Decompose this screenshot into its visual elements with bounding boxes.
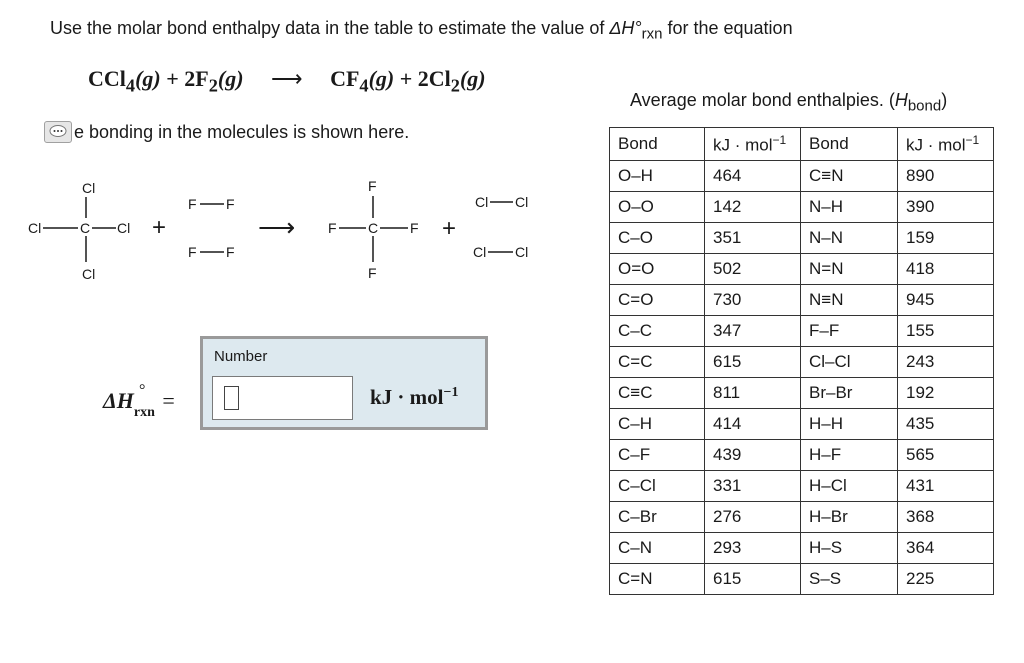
bond-cell: F–F [801,316,898,347]
bond-cell: C–O [610,223,705,254]
subscript: 4 [125,75,136,96]
table-row [610,471,994,502]
plus-sign: + [166,66,179,91]
bond-cell: O–H [610,161,705,192]
enthalpy-cell: 192 [898,378,994,409]
atom-label: Cl [28,220,42,236]
f2-structures [188,196,235,260]
header-superscript: −1 [965,132,980,147]
plus-sign: + [442,215,457,242]
table-row [610,440,994,471]
enthalpy-cell: 414 [705,409,801,440]
table-row [610,347,994,378]
atom-label: F [188,244,197,260]
enthalpy-cell: 431 [898,471,994,502]
caption-end: ) [941,90,948,110]
speech-bubble-icon[interactable] [44,121,72,143]
column-header [705,128,801,161]
atom-label: F [226,196,235,212]
phase: (g) [217,66,244,91]
enthalpy-cell: 435 [898,409,994,440]
bond-cell: N≡N [801,285,898,316]
cf4-structure [328,178,419,281]
header-text: kJ · mol [906,135,966,155]
enthalpy-cell: 945 [898,285,994,316]
bond-cell: H–Br [801,502,898,533]
atom-label: F [368,178,377,194]
enthalpy-cell: 390 [898,192,994,223]
degree-symbol: ° [139,382,146,399]
unit-label [370,385,459,410]
table-row [610,192,994,223]
enthalpy-cell: 347 [705,316,801,347]
table-body [610,161,994,595]
atom-label: C [368,220,379,236]
product-cf4: CF [330,66,360,91]
atom-label: Cl [515,244,529,260]
atom-label: Cl [82,266,96,282]
bond-cell: Br–Br [801,378,898,409]
enthalpy-cell: 331 [705,471,801,502]
enthalpy-cell: 276 [705,502,801,533]
bond-cell: H–Cl [801,471,898,502]
enthalpy-cell: 293 [705,533,801,564]
table-row [610,254,994,285]
bond-cell: H–F [801,440,898,471]
column-header: Bond [610,128,705,161]
bond-cell: C–C [610,316,705,347]
bond-enthalpy-table [609,127,994,595]
hint-text: e bonding in the molecules is shown here. [74,121,410,142]
plus-sign: + [399,66,413,91]
atom-label: F [226,244,235,260]
table-header-row [610,128,994,161]
enthalpy-cell: 464 [705,161,801,192]
phase: (g) [459,66,486,91]
rxn-subscript: rxn [133,405,155,420]
enthalpy-cell: 439 [705,440,801,471]
answer-input-value [224,386,239,410]
enthalpy-cell: 615 [705,347,801,378]
ccl4-structure [28,180,130,282]
atom-label: Cl [475,194,489,210]
h-symbol: H [894,90,908,110]
bond-cell: N=N [801,254,898,285]
bond-cell: C–Cl [610,471,705,502]
table-row [610,378,994,409]
enthalpy-cell: 890 [898,161,994,192]
prompt-text-end: for the equation [662,18,793,38]
enthalpy-cell: 811 [705,378,801,409]
subscript: 4 [359,75,369,96]
delta-h-symbol: ΔH [103,388,134,413]
bond-cell: H–S [801,533,898,564]
product-cl2: 2Cl [417,66,451,91]
bond-cell: C–H [610,409,705,440]
delta-h-rxn-label [103,382,175,420]
table-row [610,285,994,316]
answer-input[interactable] [212,376,353,420]
atom-label: Cl [515,194,529,210]
enthalpy-cell: 418 [898,254,994,285]
reactant-ccl4: CCl [88,66,126,91]
chemical-equation [88,66,486,96]
enthalpy-cell: 502 [705,254,801,285]
enthalpy-cell: 565 [898,440,994,471]
table-row [610,223,994,254]
bond-cell: S–S [801,564,898,595]
enthalpy-cell: 351 [705,223,801,254]
table-row [610,409,994,440]
bond-cell: C=N [610,564,705,595]
phase: (g) [135,66,161,91]
atom-label: Cl [82,180,96,196]
table-row [610,533,994,564]
atom-label: C [80,220,91,236]
reaction-arrow: ⟶ [271,66,303,91]
bond-cell: C–F [610,440,705,471]
number-label: Number [214,348,268,365]
column-header: Bond [801,128,898,161]
bond-cell: C–N [610,533,705,564]
bond-cell: O–O [610,192,705,223]
table-row [610,161,994,192]
delta-h-symbol: ΔH° [609,18,642,38]
enthalpy-cell: 155 [898,316,994,347]
bond-cell: C≡C [610,378,705,409]
atom-label: Cl [117,220,131,236]
cl2-structures [473,194,528,260]
bond-cell: Cl–Cl [801,347,898,378]
atom-label: F [410,220,419,236]
enthalpy-cell: 368 [898,502,994,533]
bond-cell: N–N [801,223,898,254]
column-header [898,128,994,161]
enthalpy-cell: 243 [898,347,994,378]
table-row [610,564,994,595]
atom-label: F [328,220,337,236]
atom-label: Cl [473,244,487,260]
enthalpy-cell: 615 [705,564,801,595]
header-text: kJ · mol [713,135,773,155]
atom-label: F [368,265,377,281]
atom-label: F [188,196,197,212]
plus-sign: + [152,214,167,241]
bond-cell: C≡N [801,161,898,192]
bond-cell: C=C [610,347,705,378]
bond-subscript: bond [907,97,942,115]
answer-box [200,336,488,430]
table-row [610,502,994,533]
reactant-f2: 2F [184,66,209,91]
reaction-arrow: ⟶ [258,212,296,242]
enthalpy-cell: 159 [898,223,994,254]
question-prompt [50,18,793,43]
equals-sign: = [162,388,175,413]
bond-cell: O=O [610,254,705,285]
prompt-text: Use the molar bond enthalpy data in the table to estimate the value of [50,18,610,38]
rxn-subscript: rxn [641,25,663,43]
header-superscript: −1 [772,132,787,147]
caption-text: Average molar bond enthalpies. ( [630,90,895,110]
enthalpy-cell: 225 [898,564,994,595]
hint-line [44,121,409,143]
enthalpy-cell: 142 [705,192,801,223]
phase: (g) [368,66,395,91]
enthalpy-cell: 364 [898,533,994,564]
subscript: 2 [450,75,460,96]
bond-cell: C–Br [610,502,705,533]
table-row [610,316,994,347]
unit-text: kJ · mol [370,385,444,409]
bond-cell: C=O [610,285,705,316]
subscript: 2 [208,75,218,96]
structural-formulas [20,170,560,285]
bond-cell: H–H [801,409,898,440]
enthalpy-cell: 730 [705,285,801,316]
unit-superscript: −1 [443,385,459,400]
bond-cell: N–H [801,192,898,223]
table-caption [630,90,947,115]
